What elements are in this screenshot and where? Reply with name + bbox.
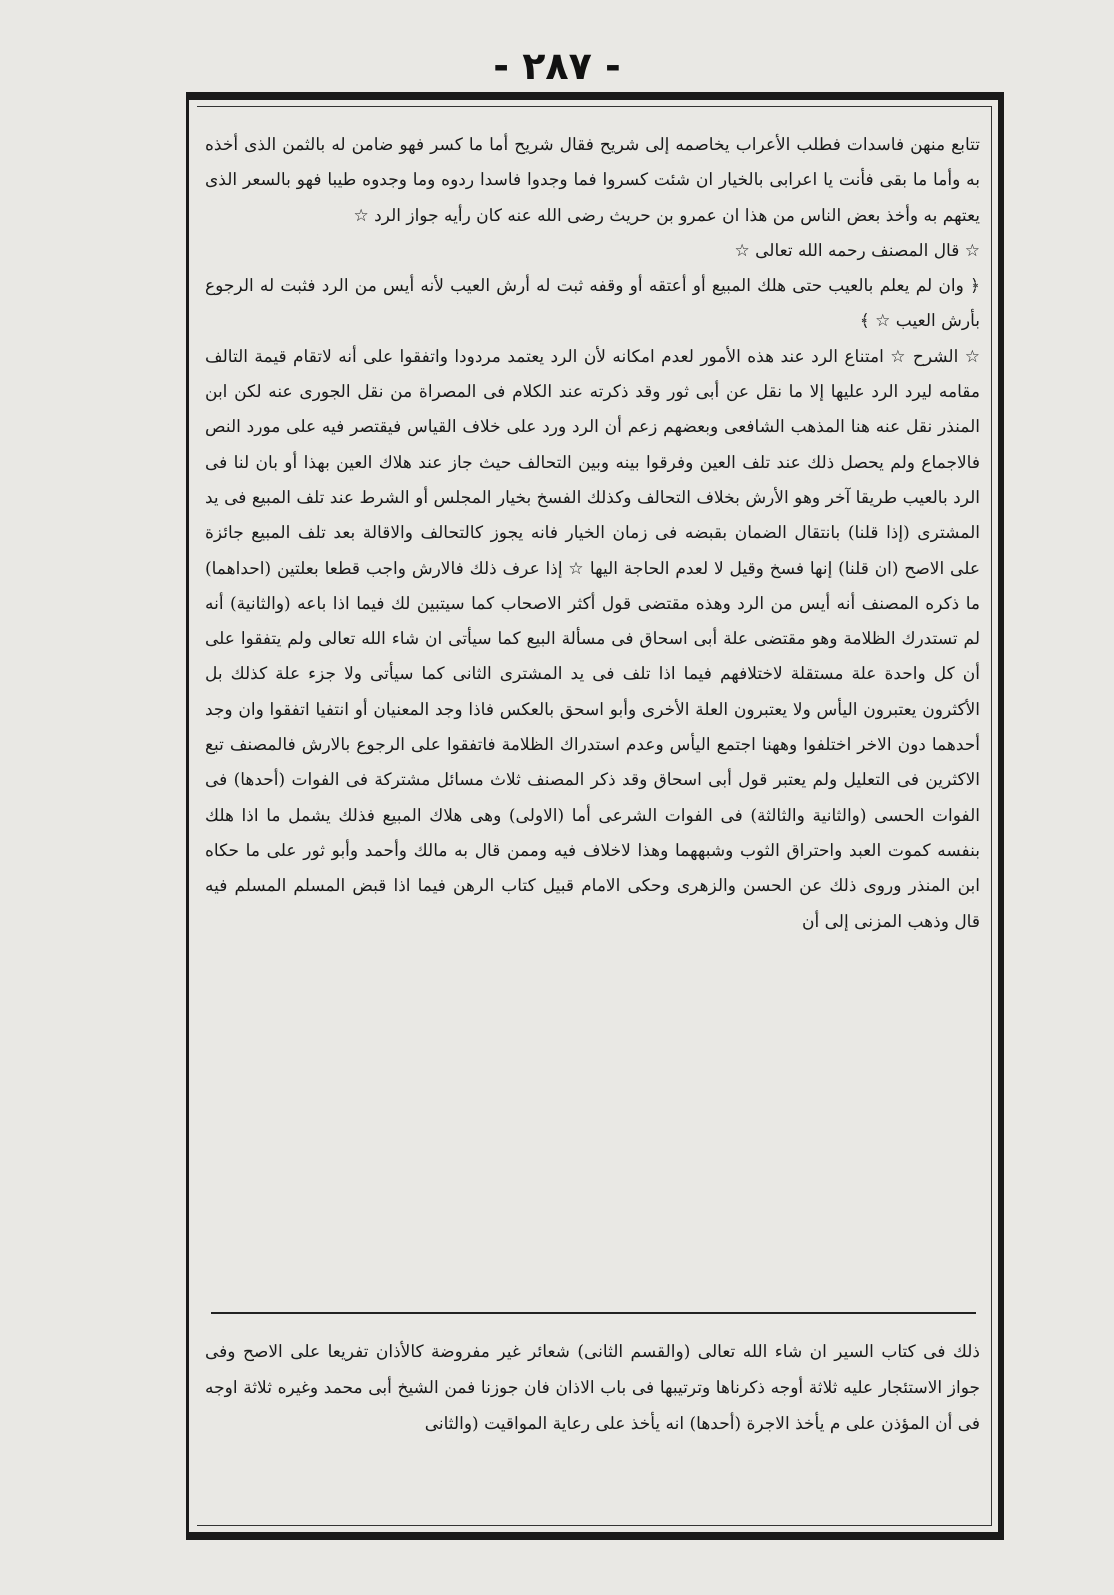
author-heading: ☆ قال المصنف رحمه الله تعالى ☆ [734,240,980,261]
commentary-paragraph: ☆ الشرح ☆ امتناع الرد عند هذه الأمور لعدم امكانه لأن الرد يعتمد مردودا واتفقوا على أنه لاتقام قيمة التالف مقامه ليرد الرد عليها إلا ما نقل عن أبى ثور وقد ذكرته عند الكلام فى المصراة من نقل الجورى عنه لكن ابن المنذر نقل عنه هنا المذهب الشافعى وبعضهم زعم أن الرد ورد على خلاف القياس فيقتصر فيه على مورد النص فالاجماع ولم يحصل ذلك عند تلف العين وفرقوا بينه وبين التحالف حيث جاز عند هلاك العين بهذا أو بان لنا فى الرد بالعيب طريقا آخر وهو الأرش بخلاف التحالف وكذلك الفسخ بخيار المجلس أو الشرط عند تلف المبيع فى يد المشترى (إذا قلنا) بانتقال الضمان بقبضه فى زمان الخيار فانه يجوز كالتحالف والاقالة بعد تلف المبيع جائزة على الاصح (ان قلنا) إنها فسخ وقيل لا لعدم الحاجة اليها ☆ إذا عرف ذلك فالارش واجب قطعا بعلتين (احداهما) ما ذكره المصنف أنه أيس من الرد وهذه مقتضى قول أكثر الاصحاب كما سيتبين لك فيما اذا باعه (والثانية) أنه لم تستدرك الظلامة وهو مقتضى علة أبى اسحاق فى مسألة البيع كما سيأتى ان شاء الله تعالى ولم يتفقوا على أن كل واحدة علة مستقلة لاختلافهم فيما اذا تلف فى يد المشترى الثانى كما سيأتى ولا جزء علة كذلك بل الأكثرون يعتبرون اليأس ولا يعتبرون العلة الأخرى وأبو اسحق بالعكس فاذا وجد المعنيان أو انتفيا اتفقوا وان وجد أحدهما دون الاخر اختلفوا وههنا اجتمع اليأس وعدم استدراك الظلامة فاتفقوا على الرجوع بالارش فالمصنف تبع الاكثرين فى التعليل ولم يعتبر قول أبى اسحاق وقد ذكر المصنف ثلاث مسائل مشتركة فى الفوات (أحدها) فى الفوات الحسى (والثانية والثالثة) فى الفوات الشرعى أما (الاولى) وهى هلاك المبيع فذلك يشمل ما اذا هلك بنفسه كموت العبد واحتراق الثوب وشبههما وهذا لاخلاف فيه وممن قال به مالك وأحمد وأبو ثور على ما حكاه ابن المنذر وروى ذلك عن الحسن والزهرى وحكى الامام قبيل كتاب الرهن فيما اذا قبض المسلم المسلم فيه قال وذهب المزنى إلى أن [205,346,980,932]
main-paragraph: تتابع منهن فاسدات فطلب الأعراب يخاصمه إلى شريح فقال شريح أما ما كسر فهو ضامن له بالثمن الذى أخذه به وأما ما بقى فأنت يا اعرابى بالخيار ان شئت كسروا فما وجدوا فاسدا ردوه وما وجدوه طيبا فهو بالسعر الذى يعتهم به وأخذ بعض الناس من هذا ان عمرو بن حريث رضى الله عنه كان رأيه جواز الرد ☆ [205,135,980,226]
page-frame [186,92,1004,1540]
main-text-block [205,128,980,940]
page-number: - ٢٨٧ - [493,44,621,88]
footnote-block [205,1334,980,1442]
matn-quote: ﴿ وان لم يعلم بالعيب حتى هلك المبيع أو أعتقه أو وقفه ثبت له أرش العيب لأنه أيس من الرد فثبت له الرجوع بأرش العيب ☆ ﴾ [205,276,980,332]
footnote-divider [211,1312,976,1314]
footnote-paragraph: ذلك فى كتاب السير ان شاء الله تعالى (والقسم الثانى) شعائر غير مفروضة كالأذان تفريعا على الاصح وفى جواز الاستئجار عليه ثلاثة أوجه ذكرناها وترتيبها فى باب الاذان فان جوزنا فمن الشيخ أبى محمد وغيره ثلاثة اوجه فى أن المؤذن على م يأخذ الاجرة (أحدها) انه يأخذ على رعاية المواقيت (والثانى [205,1342,980,1434]
